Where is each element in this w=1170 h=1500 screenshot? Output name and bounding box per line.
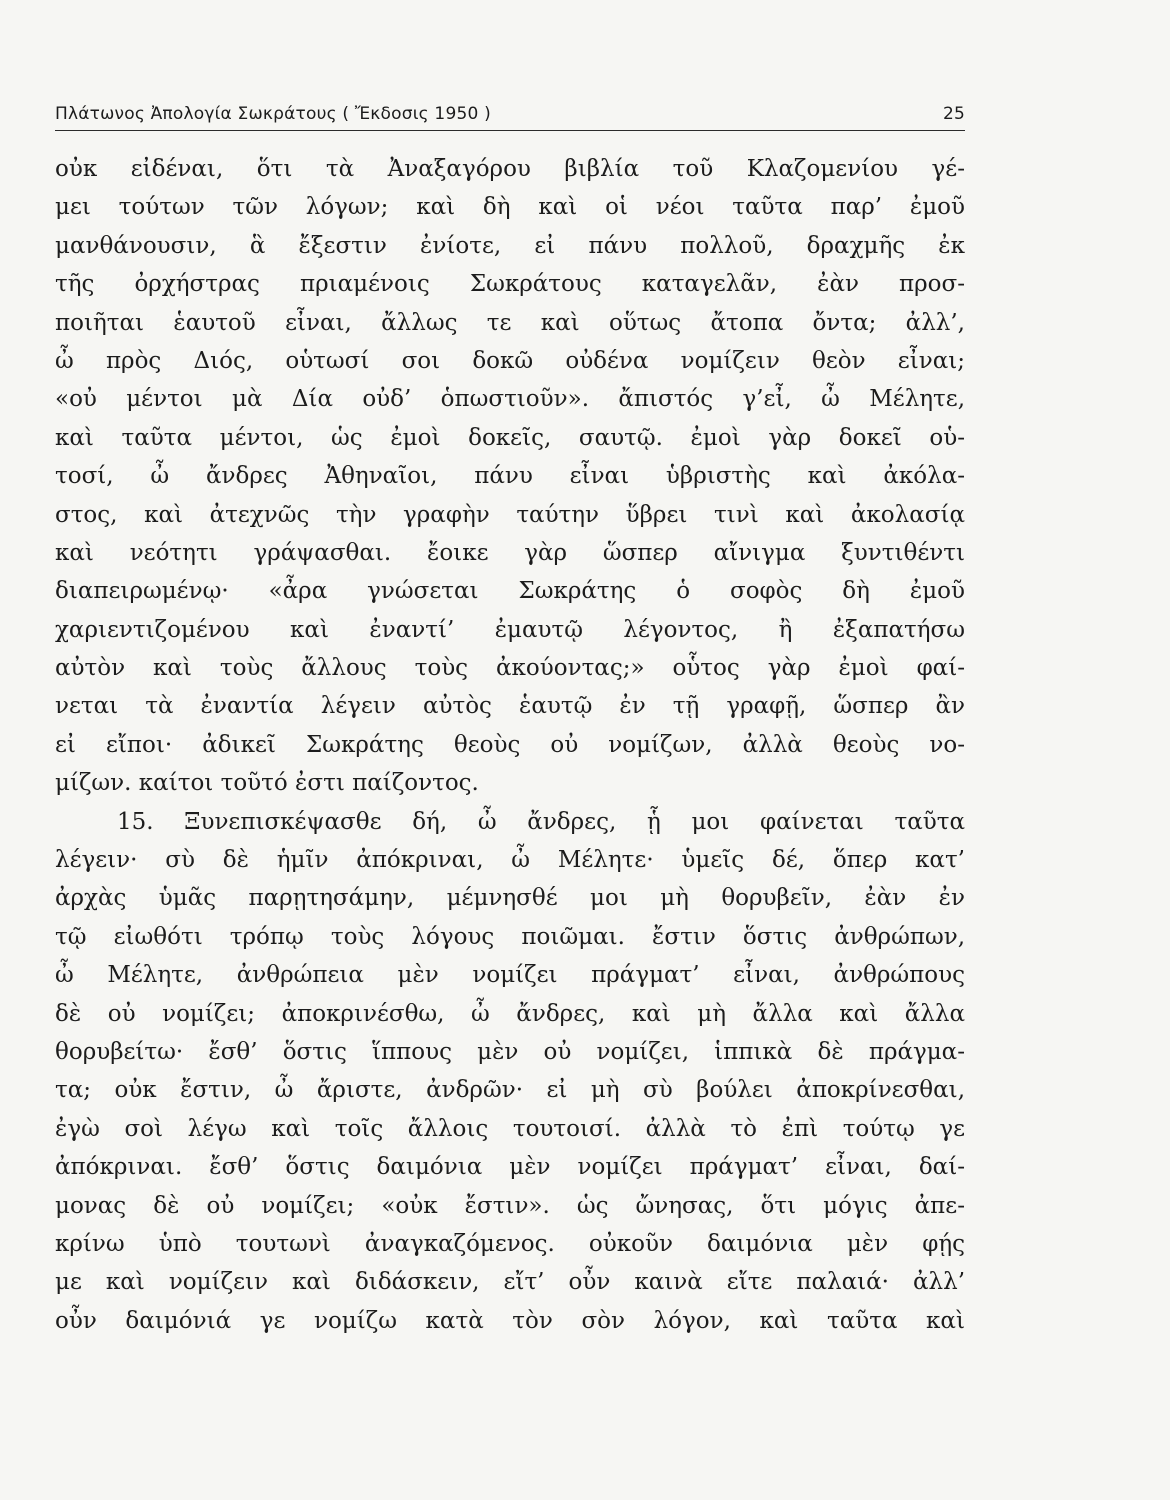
text-line: οὖν δαιμόνιά γε νομίζω κατὰ τὸν σὸν λόγον, καὶ ταῦτα καὶ (55, 1307, 965, 1334)
page-number: 25 (942, 104, 965, 124)
text-line: μει τούτων τῶν λόγων; καὶ δὴ καὶ οἱ νέοι ταῦτα παρ’ ἐμοῦ (55, 194, 965, 221)
body-text (55, 150, 965, 1340)
text-line: δὲ οὐ νομίζει; ἀποκρινέσθω, ὦ ἄνδρες, καὶ μὴ ἄλλα καὶ ἄλλα (55, 1000, 965, 1027)
text-line: χαριεντιζομένου καὶ ἐναντί’ ἐμαυτῷ λέγοντος, ἢ ἐξαπατήσω (55, 616, 965, 643)
text-line: εἰ εἴποι· ἀδικεῖ Σωκράτης θεοὺς οὐ νομίζων, ἀλλὰ θεοὺς νο- (55, 731, 965, 758)
text-line: ποιῆται ἑαυτοῦ εἶναι, ἄλλως τε καὶ οὕτως ἄτοπα ὄντα; ἀλλ’, (55, 309, 965, 336)
text-line: μανθάνουσιν, ἃ ἔξεστιν ἐνίοτε, εἰ πάνυ πολλοῦ, δραχμῆς ἐκ (55, 232, 965, 259)
section-15-first-line: 15. Ξυνεπισκέψασθε δή, ὦ ἄνδρες, ᾗ μοι φαίνεται ταῦτα (117, 808, 965, 835)
text-line: ἀρχὰς ὑμᾶς παρῃτησάμην, μέμνησθέ μοι μὴ θορυβεῖν, ἐὰν ἐν (55, 885, 965, 912)
text-line: στος, καὶ ἀτεχνῶς τὴν γραφὴν ταύτην ὕβρει τινὶ καὶ ἀκολασίᾳ (55, 501, 965, 528)
text-line: διαπειρωμένῳ· «ἆρα γνώσεται Σωκράτης ὁ σοφὸς δὴ ἐμοῦ (55, 578, 965, 605)
text-line: κρίνω ὑπὸ τουτωνὶ ἀναγκαζόμενος. οὐκοῦν δαιμόνια μὲν φῄς (55, 1230, 965, 1257)
text-line: τῷ εἰωθότι τρόπῳ τοὺς λόγους ποιῶμαι. ἔστιν ὅστις ἀνθρώπων, (55, 923, 965, 950)
text-line: καὶ ταῦτα μέντοι, ὡς ἐμοὶ δοκεῖς, σαυτῷ. ἐμοὶ γὰρ δοκεῖ οὑ- (55, 424, 965, 451)
text-line: αὐτὸν καὶ τοὺς ἄλλους τοὺς ἀκούοντας;» οὗτος γὰρ ἐμοὶ φαί- (55, 655, 965, 682)
text-line: με καὶ νομίζειν καὶ διδάσκειν, εἴτ’ οὖν καινὰ εἴτε παλαιά· ἀλλ’ (55, 1269, 965, 1296)
text-line: λέγειν· σὺ δὲ ἡμῖν ἀπόκριναι, ὦ Μέλητε· ὑμεῖς δέ, ὅπερ κατ’ (55, 847, 965, 874)
running-head-title: Πλάτωνος Ἀπολογία Σωκράτους ( Ἔκδοσις 1950 ) (55, 104, 491, 124)
text-line: ἐγὼ σοὶ λέγω καὶ τοῖς ἄλλοις τουτοισί. ἀλλὰ τὸ ἐπὶ τούτῳ γε (55, 1115, 965, 1142)
text-line: μίζων. καίτοι τοῦτό ἐστι παίζοντος. (55, 770, 479, 797)
text-line: ὦ Μέλητε, ἀνθρώπεια μὲν νομίζει πράγματ’ εἶναι, ἀνθρώπους (55, 962, 965, 989)
text-line: τῆς ὀρχήστρας πριαμένοις Σωκράτους καταγελᾶν, ἐὰν προσ- (55, 271, 965, 298)
text-line: ἀπόκριναι. ἔσθ’ ὅστις δαιμόνια μὲν νομίζει πράγματ’ εἶναι, δαί- (55, 1154, 965, 1181)
text-line: θορυβείτω· ἔσθ’ ὅστις ἵππους μὲν οὐ νομίζει, ἱππικὰ δὲ πράγμα- (55, 1038, 965, 1065)
text-line: ὦ πρὸς Διός, οὑτωσί σοι δοκῶ οὐδένα νομίζειν θεὸν εἶναι; (55, 347, 965, 374)
text-line: καὶ νεότητι γράψασθαι. ἔοικε γὰρ ὥσπερ αἴνιγμα ξυντιθέντι (55, 539, 965, 566)
text-line: οὐκ εἰδέναι, ὅτι τὰ Ἀναξαγόρου βιβλία τοῦ Κλαζομενίου γέ- (55, 156, 965, 182)
text-line: τα; οὐκ ἔστιν, ὦ ἄριστε, ἀνδρῶν· εἰ μὴ σὺ βούλει ἀποκρίνεσθαι, (55, 1077, 965, 1104)
text-line: «οὐ μέντοι μὰ Δία οὐδ’ ὁπωστιοῦν». ἄπιστός γ’εἶ, ὦ Μέλητε, (55, 386, 965, 413)
text-line: νεται τὰ ἐναντία λέγειν αὐτὸς ἑαυτῷ ἐν τῇ γραφῇ, ὥσπερ ἂν (55, 693, 965, 720)
text-line: τοσί, ὦ ἄνδρες Ἀθηναῖοι, πάνυ εἶναι ὑβριστὴς καὶ ἀκόλα- (55, 463, 965, 490)
header-rule (55, 130, 965, 131)
running-head (55, 104, 965, 128)
text-line: μονας δὲ οὐ νομίζει; «οὐκ ἔστιν». ὡς ὤνησας, ὅτι μόγις ἀπε- (55, 1192, 965, 1219)
